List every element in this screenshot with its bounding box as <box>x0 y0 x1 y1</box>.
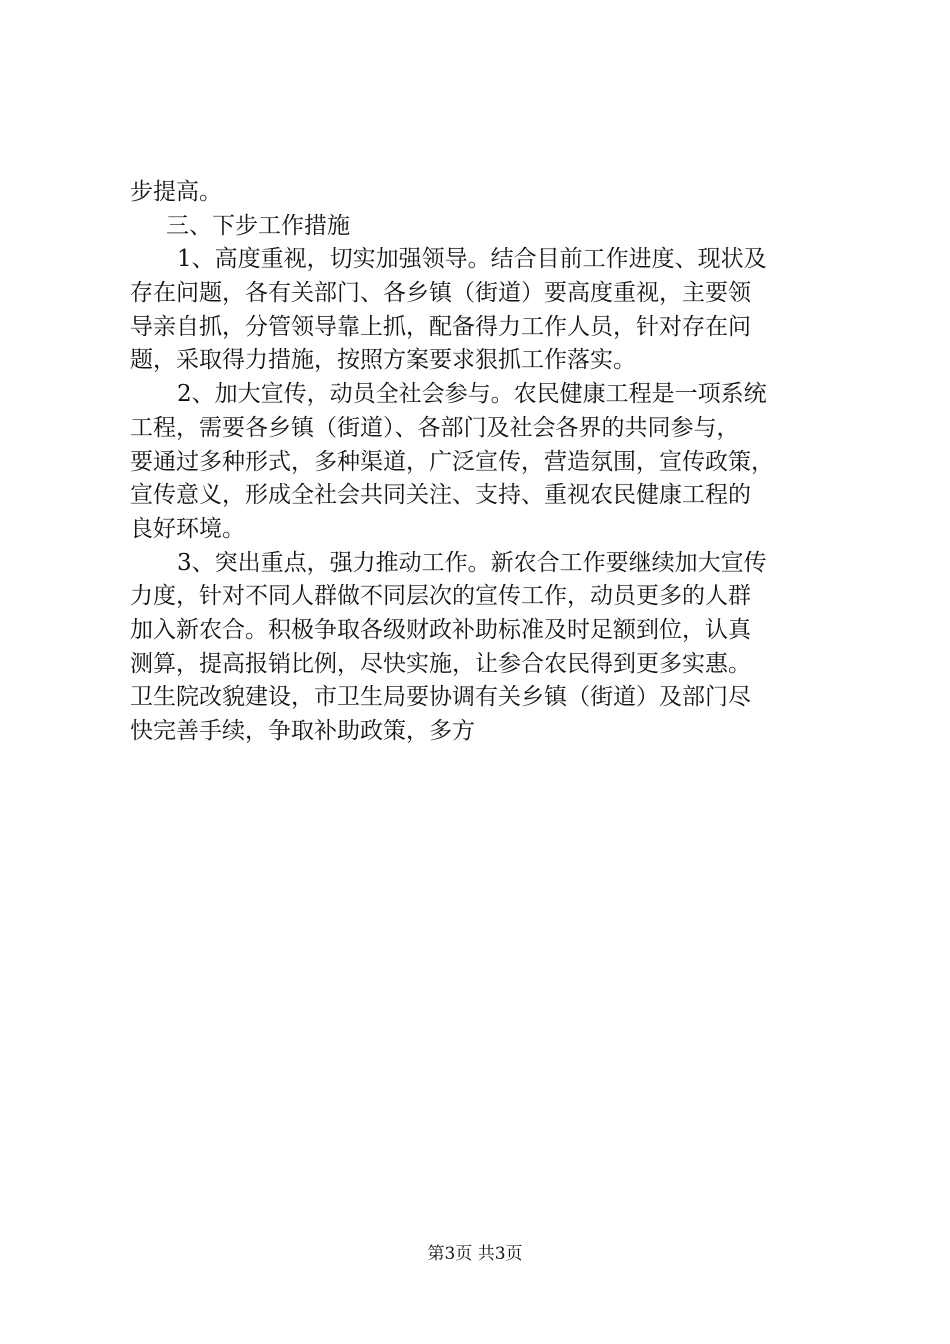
text-line: 3、突出重点，强力推动工作。新农合工作要继续加大宣传 <box>177 549 767 576</box>
text-line: 卫生院改貌建设，市卫生局要协调有关乡镇（街道）及部门尽 <box>130 684 751 711</box>
text-line: 题，采取得力措施，按照方案要求狠抓工作落实。 <box>130 347 636 374</box>
document-body <box>130 176 830 749</box>
section-heading: 三、下步工作措施 <box>166 212 350 239</box>
text-line: 2、加大宣传，动员全社会参与。农民健康工程是一项系统 <box>177 381 767 408</box>
text-line: 存在问题，各有关部门、各乡镇（街道）要高度重视，主要领 <box>130 280 751 307</box>
text-line: 力度，针对不同人群做不同层次的宣传工作，动员更多的人群 <box>130 583 751 610</box>
text-line: 良好环境。 <box>130 515 245 542</box>
text-line: 加入新农合。积极争取各级财政补助标准及时足额到位，认真 <box>130 616 751 643</box>
text-line: 导亲自抓，分管领导靠上抓，配备得力工作人员，针对存在问 <box>130 313 751 340</box>
text-line: 步提高。 <box>130 179 222 205</box>
text-line: 工程，需要各乡镇（街道）、各部门及社会各界的共同参与， <box>130 414 740 441</box>
text-line: 快完善手续，争取补助政策，多方 <box>130 718 475 744</box>
text-line: 宣传意义，形成全社会共同关注、支持、重视农民健康工程的 <box>130 482 751 509</box>
page-number-footer: 第3页 共3页 <box>427 1244 523 1264</box>
text-line: 测算，提高报销比例，尽快实施，让参合农民得到更多实惠。 <box>130 650 751 677</box>
text-line: 1、高度重视，切实加强领导。结合目前工作进度、现状及 <box>177 246 767 273</box>
text-line: 要通过多种形式，多种渠道，广泛宣传，营造氛围，宣传政策， <box>130 448 774 475</box>
